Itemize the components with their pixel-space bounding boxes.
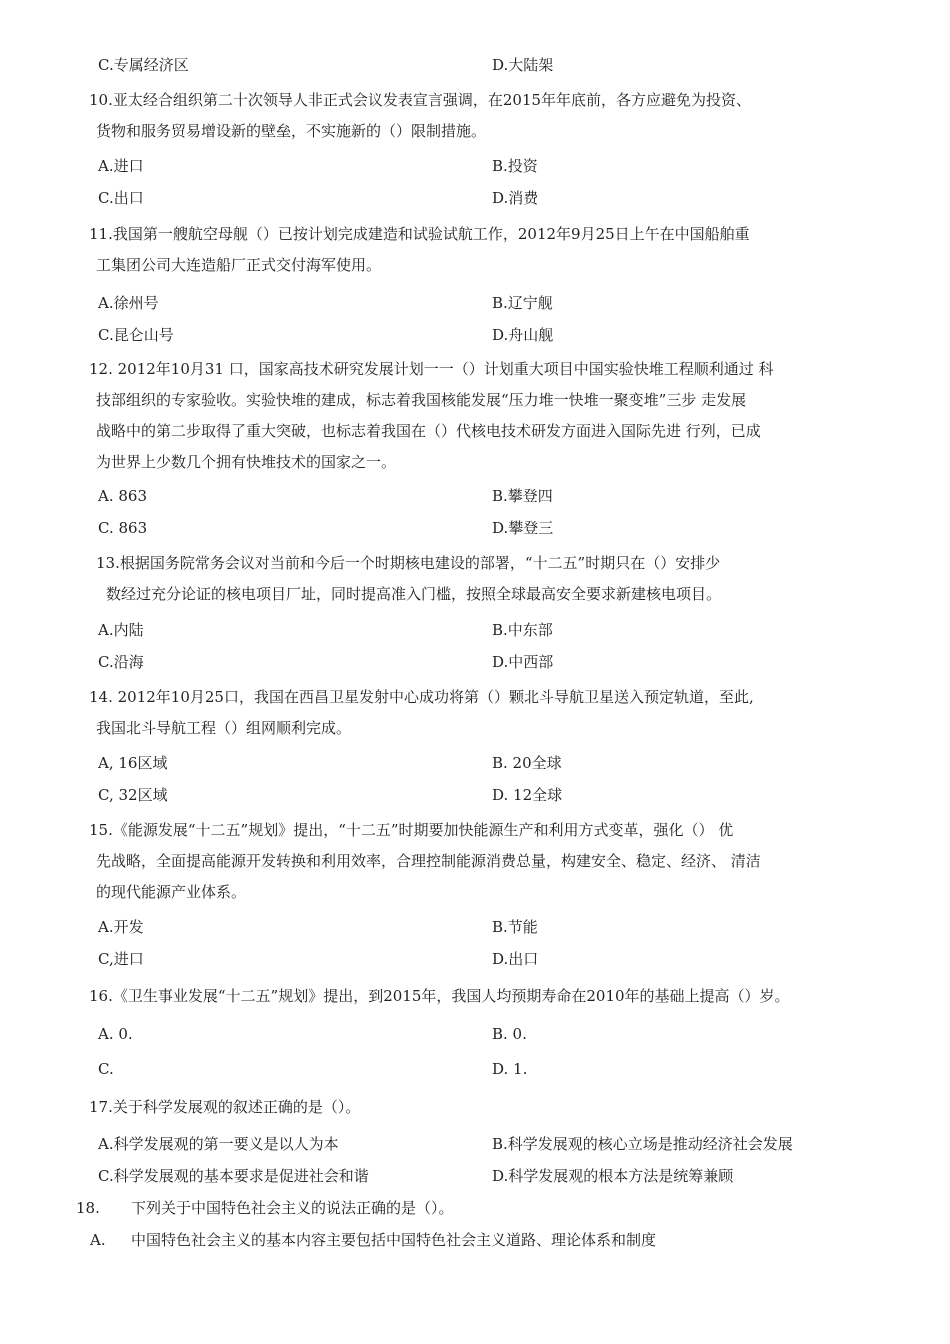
q14-option-c: C, 32区域 [98, 786, 168, 804]
q15-option-b: B.节能 [492, 918, 538, 936]
q18-option-a: 中国特色社会主义的基本内容主要包括中国特色社会主义道路、理论体系和制度 [131, 1231, 657, 1249]
q15-option-d: D.出口 [492, 950, 539, 968]
q10-option-a: A.进口 [98, 157, 144, 175]
q10-option-b: B.投资 [492, 157, 538, 175]
q11-option-b: B.辽宁舰 [492, 294, 553, 312]
q15-line-1: 15.《能源发展“十二五”规划》提出，“十二五”时期要加快能源生产和利用方式变革，强化（） 优 [89, 821, 734, 839]
q11-line-2: 工集团公司大连造船厂正式交付海军使用。 [96, 256, 382, 274]
q10-line-2: 货物和服务贸易增设新的壁垒，不实施新的（）限制措施。 [96, 122, 487, 140]
q11-option-c: C.昆仑山号 [98, 326, 174, 344]
q11-option-a: A.徐州号 [98, 294, 159, 312]
q17-line-1: 17.关于科学发展观的叙述正确的是（）。 [89, 1098, 361, 1116]
q18-line-1: 下列关于中国特色社会主义的说法正确的是（）。 [131, 1199, 454, 1217]
q12-option-d: D.攀登三 [492, 519, 554, 537]
q10-option-c: C.出口 [98, 189, 144, 207]
q12-line-1: 12. 2012年10月31 口，国家高技术研究发展计划一一（）计划重大项目中国实验快堆工程顺利通过 科 [89, 360, 774, 378]
q11-option-d: D.舟山舰 [492, 326, 554, 344]
q15-line-2: 先战略，全面提高能源开发转换和利用效率，合理控制能源消费总量，构建安全、稳定、经济、 清洁 [96, 852, 761, 870]
q13-option-b: B.中东部 [492, 621, 553, 639]
q11-line-1: 11.我国第一艘航空母舰（）已按计划完成建造和试验试航工作，2012年9月25日上午在中国船舶重 [89, 225, 750, 243]
q12-line-4: 为世界上少数几个拥有快堆技术的国家之一。 [96, 453, 397, 471]
q15-line-3: 的现代能源产业体系。 [96, 883, 247, 901]
q15-option-c: C,进口 [98, 950, 144, 968]
q10-option-d: D.消费 [492, 189, 539, 207]
q16-option-d: D. 1. [492, 1060, 528, 1078]
q16-option-c: C. [98, 1060, 114, 1078]
q12-option-a: A. 863 [98, 487, 147, 505]
q18-number: 18. [76, 1199, 100, 1217]
q17-option-b: B.科学发展观的核心立场是推动经济社会发展 [492, 1135, 793, 1153]
q17-option-d: D.科学发展观的根本方法是统筹兼顾 [492, 1167, 734, 1185]
q16-option-b: B. 0. [492, 1025, 527, 1043]
q15-option-a: A.开发 [98, 918, 144, 936]
q14-option-a: A, 16区域 [98, 754, 168, 772]
option-c-prev: C.专属经济区 [98, 56, 189, 74]
option-d-prev: D.大陆架 [492, 56, 554, 74]
q13-line-1: 13.根据国务院常务会议对当前和今后一个时期核电建设的部署，“十二五”时期只在（）安排少 [96, 554, 721, 572]
q12-option-c: C. 863 [98, 519, 148, 537]
q13-line-2: 数经过充分论证的核电项目厂址，同时提高准入门槛，按照全球最高安全要求新建核电项目。 [106, 585, 722, 603]
q10-line-1: 10.亚太经合组织第二十次领导人非正式会议发表宣言强调，在2015年年底前，各方应避免为投资、 [89, 91, 752, 109]
q13-option-a: A.内陆 [98, 621, 144, 639]
q16-option-a: A. 0. [98, 1025, 133, 1043]
q12-line-2: 技部组织的专家验收。实验快堆的建成，标志着我国核能发展“压力堆一快堆一聚变堆”三步 走发展 [96, 391, 747, 409]
q14-option-d: D. 12全球 [492, 786, 563, 804]
q14-line-2: 我国北斗导航工程（）组网顺利完成。 [96, 719, 352, 737]
q14-line-1: 14. 2012年10月25口，我国在西昌卫星发射中心成功将第（）颗北斗导航卫星送入预定轨道，至此, [89, 688, 754, 706]
q17-option-a: A.科学发展观的第一要义是以人为本 [98, 1135, 339, 1153]
q18-option-a-label: A. [90, 1231, 106, 1249]
q13-option-c: C.沿海 [98, 653, 144, 671]
q12-option-b: B.攀登四 [492, 487, 553, 505]
q16-line-1: 16.《卫生事业发展“十二五”规划》提出，到2015年，我国人均预期寿命在2010年的基础上提高（）岁。 [89, 987, 790, 1005]
q12-line-3: 战略中的第二步取得了重大突破，也标志着我国在（）代核电技术研发方面进入国际先进 行列，已成 [96, 422, 761, 440]
q13-option-d: D.中西部 [492, 653, 554, 671]
q14-option-b: B. 20全球 [492, 754, 562, 772]
q17-option-c: C.科学发展观的基本要求是促进社会和谐 [98, 1167, 369, 1185]
